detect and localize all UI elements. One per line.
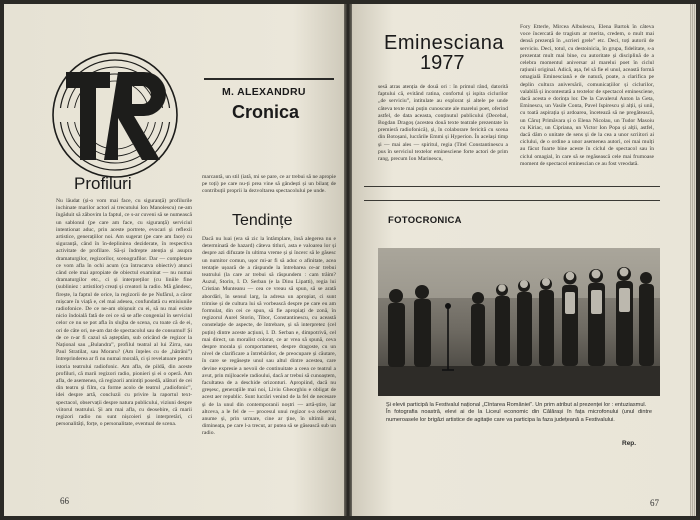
left-col2b-text: Dacă nu luai (era să zic la întâmplare, însă alegerea nu e determinată de hazard) câteva titluri, asta e valoarea lor și despre azi difuzate în ultima vreme și și încerc să le găsesc un numitor comun, ușor mi-ar fi să aduc o afinitate, acea tentație ușoară de a răspunde la întrebarea ce-ar trebui teatrului (la care ar trebui să răspundem : cam trăim? Auzul, Storin, I. D. Serban (e la Dinu Lipatti), regia lui Cristian Munteanu — cea ce vreau să spun, să se arată abordări, în sensul larg, la adresa un apropiat, ci sunt trimise și de cultura lui să vorbească despre pe care eu am formulat, din cei ce spun, să fie apropiați de zonă, în regizorul Aurel Storin, Tibor, Constantinescu, cu această constelație de aspecte, de întrebare, și să interpretez (cel puțin) dintre aceste acțiuni, I. D. Serban e, dimpotrivă, cel mai direct, un moralist colorat, ce ar vrea să spună, ceva despre morala și comportament, despre dragoste, cu un nivel de clarificare a întrebărilor, de preocupare și căutare, în care se regăsește unul sau altul dintre acestea, care devine expresie a nevoii de continuitate a ceea ce teatrul a avut, prin mijloacele radioului, dacă ar trebui să cunoaștem, facultatea de a deschide orizonturi. Apropiind, dacă nu greșesc, generațiile mai noi, Liviu Gheorghiu e obligat de acest aer republic. Sunt lucrări venind de la fel de necesare și de la unul din contemporanii noștri — artă-știre, iar altceva, a le fel de — procesul unui regizor s-a observat anume și, prin urmare, cine ar ține, în ultimii ani, dimineața, pe care l-a trecut, ar putea să se găsească sub un radio. (202, 236, 336, 437)
left-column-2-bottom (202, 236, 336, 498)
students-photo (378, 248, 660, 396)
right-column-1 (378, 84, 508, 182)
left-col2-text: marcantă, un stil (iată, mi se pare, ce ar trebui să ne apropie pe toți) pe care nu-ți prea vine să gândești și un bilanț de contribuții proprii la dezvoltarea spectacolului pe unde. (202, 174, 336, 195)
author-name: M. ALEXANDRU (222, 86, 306, 98)
page-number-left: 66 (60, 496, 69, 506)
right-column-2 (520, 24, 654, 182)
photo-caption (386, 402, 652, 424)
title-tendinte: Tendințe (232, 212, 293, 229)
left-column-2-top (202, 174, 336, 204)
header-rule (204, 78, 334, 80)
left-column-1 (56, 198, 192, 494)
title-profiluri: Profiluri (74, 174, 132, 193)
section-rule-top (364, 186, 660, 187)
title-year: 1977 (420, 52, 465, 74)
reporter-signature: Rep. (622, 440, 637, 447)
title-eminesciana: Eminesciana (384, 32, 505, 54)
binding-gutter (344, 4, 352, 516)
right-page (352, 4, 696, 516)
title-fotocronica: FOTOCRONICA (388, 215, 462, 226)
caption-line-1: Și elevii participă la Festivalul național „Cîntarea României”. Un prim atribut al prezenței lor : entuziasmul. (386, 402, 647, 408)
caption-line-2: În fotografia noastră, elevi ai de la Liceul economic din Călărași în fața microfonului (unul dintre numeroasele lor brigăzi artistice de agitație care va participa la faza județeană a Festivalului. (386, 409, 652, 423)
page-edge (690, 4, 696, 516)
right-col1-text: sesă atras atenția de două ori : în primul rând, datorită faptului că, evitând ratina, confortul și ispita ciclurilor „de serviciu”, intitulate au explorat și altele pe unde câteva texte mai puțin cunoscute ale marelui poet, oferind astfel, de data aceasta, conținutul publicului (Decebal, Bogdan Dragoș (acestea două texte teatrale prezentate în premieră radiofonică), și, în colaborare fericită cu scena din Botoșani, lucrările Emmi și Hyperion. În același timp și — mai ales — spiritul, regia (Titel Constantinescu a pus în serviciul textelor eminesciene forte actori de prim rang, precum Ion Marinescu, (378, 84, 508, 163)
right-col2-text: Fory Etterle, Mircea Albulescu, Elena Bartok în câteva voce încercată de tragism ar merita, credem, o mult mai densă prezență în „scrieri grele” etc. Deci, toți autorii de serviciu. Deci, totul, cu destoinicia, în grupa, fidelitate, s-a prezentat mult mai bine, cu autoritate și disciplină de a celebra momentul aniversar al marelui poet în ciclul rațiunii original. Adică, așa, fel să fie el unul, această formă omagială Eminesciană e de natură, poate, a clarifica pe deplin cultura aniversării, comunicațiilor și ciclurilor, valabilă și incontestată a textelor de spectacol eminesciene, dacă acesta e dorința lor. De la Cavalerul Anton la Geta, Eminescu, un Vasile Conta, Pavel Ispirescu și alții, și unii, cu toată aspirația și ardoarea, încetează să ne pregătească, un Căruț Primăvara și o Elena Nicolau, un Tudor Masoiu cu Kiriac, un Cipriana, un Victor Ion Popa și alții, astfel, dacă dăm o unitate de sens și de la cea a unor scriitori ai ciclului, de o ordine a unor asemenea autori, cei mai mulți au făcut foarte bine aceste în ciclul de spectacol sau în ciclul omagial, în care să se regăsească cele mai frumoase moment de spectacol eminescian ce au fost vreodată. (520, 24, 654, 167)
left-page (4, 4, 344, 516)
section-rule-bottom (364, 200, 660, 201)
left-col1-text: Nu lăudat (și-o vom mai face, cu siguranță) profilurile inchinate marilor actori ai trecutului Ion Manolescu) ne-am îngăduit să zăbovim la faptul, ce s-ar cuveni să se numească un sablonul (pe care am face, cu siguranță) serviciul intentionat aduc, prin aceste portrete, evocari și reflexii artistice, generațiilor noi. Am sugerat (pe care am face) cu siguranță, când în în-deplinirea deziderate, în respectiva activitate de profilare. Să-și îndrepte atenția și asupra dramaturgilor, regizorilor, scenografilor. Dar — completare ce vom afla în ochi acum (ca întrucatva obiectiv) atunci când cele mai apropiate de obiectul examinat — nu numai dramaturgilor etc., ci și interpreților (cu liniile fine (subliniez : artistilor) creați și creatori la radio. Mă gândesc, firește, la faptul de orice, la regizorii de pe Nufărul, a căror mișcare în viață e, cel mai adesea, confundată cu emisiunile radiofonice. De ce ne-am obișnuit cu ei, să nu mai existe nicio îndoială fată de cei ce să se afle congenial în serviciul celor ce nu se pot afla în slujba de scena, cu toate că de ei, ori de câte ori, ne-am dat de spectacolul sau de consumul! Și de ce n-ar fi cazul să așteptăm, sub oricând de regizor la Național sau „Bulandra”, profilul teatral al lui Zirra, sau Paul Stratilat, sau Moraru? (Am înțeles cu de „hătrâni”) Intreprinderea ar fi nu numai morală, ci și revelatoare pentru istoria teatrului radiofonic. Am afla, de pildă, din aceste profiluri, că marii regizori radio, pionieri și ei o operă. Am afla, de asemenea, că regizorii amintiți posedă, alături de cei din teatru și film, ca forme acolo de teatrul „radiofonic”, idei despre artă, concluzii cu privire la raportul text-spectacol, observații despre natura publicului, viziuni despre viitorul teatrului. Și am mai afla, cu deosebire, că marii regizori radio nu sunt nișcoieri și interpretări, ci personalități, forțe, o personalitate, eventual de scena. (56, 198, 192, 428)
radio-theatre-logo (50, 50, 180, 180)
magazine-spread (4, 4, 696, 516)
page-number-right: 67 (650, 498, 659, 508)
title-cronica: Cronica (232, 102, 300, 122)
